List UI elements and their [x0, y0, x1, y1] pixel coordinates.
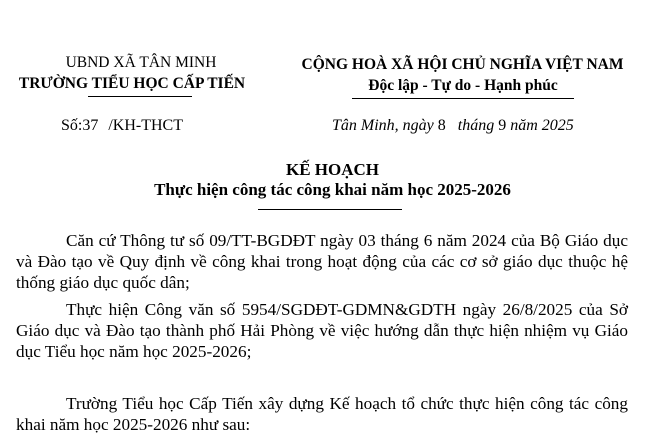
- document-code: /KH-THCT: [108, 117, 183, 134]
- date-suffix: năm 2025: [506, 117, 574, 134]
- document-subtitle: Thực hiện công tác công khai năm học 2025-2026: [154, 180, 511, 199]
- title-underline: [258, 209, 402, 210]
- document-title: KẾ HOẠCH: [285, 160, 380, 179]
- body-paragraph-2: Thực hiện Công văn số 5954/SGDĐT-GDMN&GDTH ngày 26/8/2025 của Sở Giáo dục và Đào tạo thành phố Hải Phòng về việc hướng dẫn thực hiện nhiệm vụ Giáo dục Tiểu học năm học 2025-2026;: [16, 300, 628, 361]
- date-middle: tháng: [453, 117, 499, 134]
- school-name: TRƯỜNG TIỂU HỌC CẤP TIẾN: [18, 75, 246, 92]
- document-number: [61, 117, 183, 135]
- issuing-authority: UBND XÃ TÂN MINH: [65, 54, 217, 71]
- left-header-underline: [88, 96, 192, 97]
- date-month: 9: [498, 117, 507, 134]
- national-title: CỘNG HOÀ XÃ HỘI CHỦ NGHĨA VIỆT NAM: [301, 56, 624, 73]
- date-day: 8: [437, 117, 446, 134]
- body-paragraph-1: Căn cứ Thông tư số 09/TT-BGDĐT ngày 03 tháng 6 năm 2024 của Bộ Giáo dục và Đào tạo về Quy định về công khai trong hoạt động của các cơ sở giáo dục thuộc hệ thống giáo dục quốc dân;: [16, 231, 628, 292]
- issue-date: [332, 117, 574, 135]
- national-motto: Độc lập - Tự do - Hạnh phúc: [368, 77, 558, 94]
- date-prefix: Tân Minh, ngày: [332, 117, 438, 134]
- motto-underline: [352, 98, 574, 99]
- document-number-label: Số:: [61, 117, 83, 134]
- body-paragraph-3: Trường Tiểu học Cấp Tiến xây dựng Kế hoạch tổ chức thực hiện công tác công khai năm học 2025-2026 như sau:: [16, 394, 628, 434]
- document-number-value: 37: [82, 117, 99, 134]
